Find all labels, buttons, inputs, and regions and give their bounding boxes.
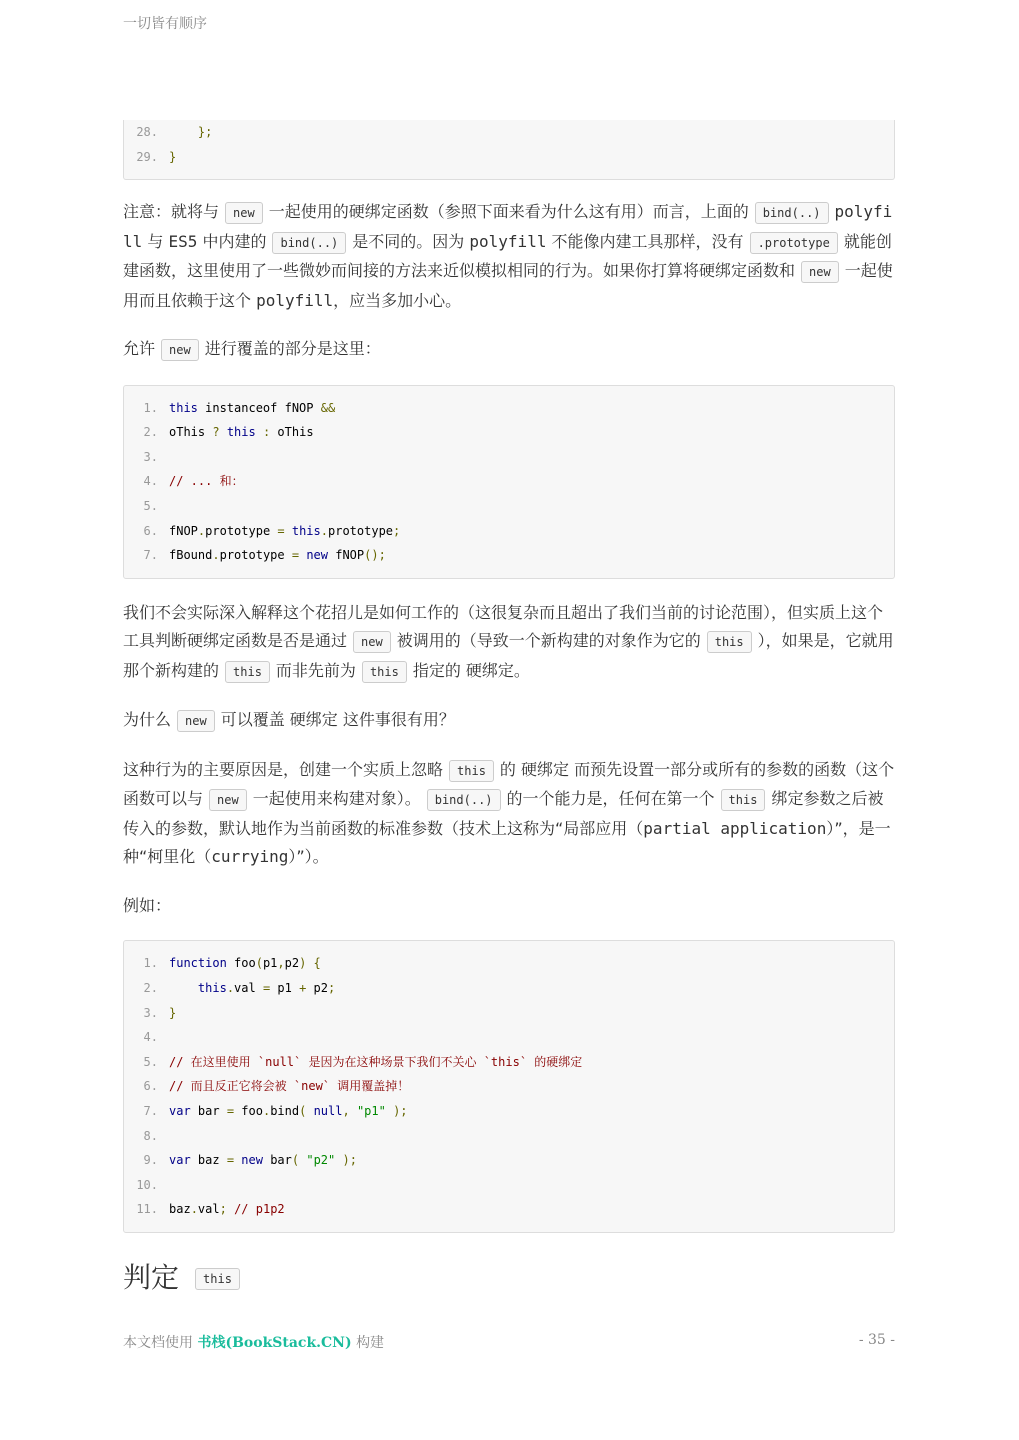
text: 被调用的（导致一个新构建的对象作为它的 bbox=[396, 631, 701, 651]
code-line bbox=[124, 120, 882, 145]
text: 而非先前为 bbox=[275, 660, 356, 680]
line-number: 29. bbox=[136, 149, 158, 164]
line-number: 6. bbox=[143, 523, 158, 538]
text: 的一个能力是，任何在第一个 bbox=[506, 789, 715, 809]
code-token: : bbox=[262, 425, 271, 440]
code-token: }; bbox=[197, 125, 213, 139]
inline-code: this bbox=[362, 661, 407, 683]
text: 为什么 bbox=[123, 710, 172, 730]
line-number: 10. bbox=[136, 1177, 158, 1192]
code-token: "p1" bbox=[356, 1103, 386, 1118]
code-token: // ... 和： bbox=[169, 474, 244, 489]
inline-code: bind(..) bbox=[427, 789, 501, 811]
code-token: . bbox=[197, 523, 206, 538]
code-token: = bbox=[277, 523, 285, 538]
code-token: instanceof fNOP bbox=[197, 400, 321, 415]
code-token: p2 bbox=[284, 956, 300, 971]
code-token: . bbox=[212, 548, 220, 563]
line-number: 11. bbox=[136, 1202, 158, 1217]
inline-code: new bbox=[209, 789, 247, 811]
code-token: bar bbox=[262, 1153, 292, 1168]
code-token bbox=[220, 425, 227, 439]
code-text bbox=[169, 145, 176, 170]
text: polyfill bbox=[123, 202, 893, 251]
code-token: = bbox=[226, 1153, 235, 1168]
code-token: val bbox=[234, 980, 263, 995]
code-token: function bbox=[169, 956, 227, 971]
line-number: 2. bbox=[143, 980, 158, 995]
paragraph-note bbox=[123, 198, 895, 315]
inline-code: new bbox=[801, 261, 839, 283]
line-number: 4. bbox=[143, 1030, 158, 1045]
code-token: this bbox=[197, 980, 227, 995]
code-token: prototype bbox=[205, 523, 278, 538]
code-token: foo bbox=[226, 956, 256, 971]
text: 一起使用的硬绑定函数（参照下面来看为什么这有用）而言，上面的 bbox=[268, 202, 749, 222]
code-block bbox=[123, 940, 895, 1233]
code-token: ; bbox=[219, 1202, 227, 1217]
code-text bbox=[169, 469, 244, 494]
code-text bbox=[169, 1148, 357, 1173]
code-token: . bbox=[262, 1103, 271, 1118]
text: 这种行为的主要原因是，创建一个实质上忽略 bbox=[123, 759, 444, 779]
code-token: } bbox=[169, 1005, 177, 1020]
inline-code: this bbox=[449, 760, 494, 782]
text: 一起使用来构建对象）。 bbox=[252, 789, 421, 809]
code-text bbox=[169, 519, 400, 544]
code-token: "p2" bbox=[306, 1153, 336, 1168]
code-text bbox=[169, 120, 212, 145]
code-text bbox=[169, 1099, 408, 1124]
text: partial application bbox=[643, 818, 827, 838]
paragraph-explain bbox=[123, 599, 895, 687]
code-token: // 在这里使用 `null` 是因为在这种场景下我们不关心 `this` 的硬绑定 bbox=[169, 1054, 583, 1069]
line-number: 5. bbox=[143, 1054, 158, 1069]
paragraph-reason bbox=[123, 756, 895, 872]
code-token: baz bbox=[169, 1202, 191, 1217]
running-header: 一切皆有顺序 bbox=[123, 16, 207, 32]
code-token: ? bbox=[212, 425, 220, 440]
code-line bbox=[124, 494, 882, 519]
footer-credit bbox=[123, 1332, 384, 1352]
section-heading-text: 判定 bbox=[123, 1260, 180, 1294]
text: ES5 bbox=[168, 231, 198, 251]
code-line bbox=[124, 1197, 882, 1222]
text: 绑定参数之后被传入的参数，默认地作为当前函数的标准参数（技术上这称为“局部应用（ bbox=[123, 789, 884, 838]
line-number: 7. bbox=[143, 548, 158, 563]
code-line bbox=[124, 420, 882, 445]
text: ）”，是一种“柯里化（ bbox=[123, 818, 891, 867]
code-token: = bbox=[262, 980, 271, 995]
text: 的 硬绑定 而预先设置一部分或所有的参数的函数（这个函数可以与 bbox=[123, 759, 895, 809]
inline-code: bind(..) bbox=[755, 202, 829, 224]
code-token: this bbox=[169, 400, 198, 415]
text: 指定的 硬绑定。 bbox=[412, 660, 530, 680]
code-token: { bbox=[313, 956, 321, 971]
code-token bbox=[256, 425, 263, 439]
paragraph-example bbox=[123, 892, 895, 921]
code-token: , bbox=[342, 1103, 350, 1118]
line-number: 3. bbox=[143, 449, 158, 464]
text: 就能创建函数，这里使用了一些微妙而间接的方法来近似模拟相同的行为。如果你打算将硬绑定函数和 bbox=[123, 231, 892, 281]
code-token: = bbox=[291, 548, 300, 563]
code-line bbox=[124, 519, 882, 544]
text: 是不同的。因为 bbox=[352, 231, 465, 251]
code-token: p1 bbox=[262, 956, 278, 971]
code-line bbox=[124, 1099, 882, 1124]
code-text bbox=[169, 1074, 409, 1099]
code-token: . bbox=[190, 1202, 198, 1217]
code-line bbox=[124, 1173, 882, 1198]
line-number: 8. bbox=[143, 1128, 158, 1143]
code-token: . bbox=[226, 980, 235, 995]
code-token bbox=[350, 1104, 357, 1118]
footer-prefix: 本文档使用 bbox=[123, 1335, 193, 1351]
code-block bbox=[123, 385, 895, 579]
code-line bbox=[124, 145, 882, 170]
code-token: (); bbox=[364, 548, 386, 563]
code-token: var bbox=[169, 1103, 191, 1118]
inline-code: bind(..) bbox=[272, 232, 346, 254]
code-token bbox=[169, 981, 198, 995]
text: 一起使用而且依赖于这个 bbox=[123, 261, 893, 310]
line-number: 5. bbox=[143, 499, 158, 514]
code-token bbox=[169, 125, 198, 139]
code-token: baz bbox=[190, 1153, 227, 1168]
code-token: fBound bbox=[169, 548, 213, 563]
code-token: , bbox=[277, 956, 285, 971]
line-number: 4. bbox=[143, 474, 158, 489]
text: 与 bbox=[147, 231, 164, 251]
text: currying bbox=[211, 847, 289, 867]
inline-code: new bbox=[177, 710, 215, 732]
code-token: = bbox=[226, 1103, 235, 1118]
code-token: new bbox=[306, 548, 328, 563]
line-number: 9. bbox=[143, 1153, 158, 1168]
code-token: // 而且反正它将会被 `new` 调用覆盖掉！ bbox=[169, 1079, 410, 1094]
text: 中内建的 bbox=[202, 231, 267, 251]
line-number: 2. bbox=[143, 425, 158, 440]
text: polyfill bbox=[256, 290, 334, 310]
line-number: 1. bbox=[143, 400, 158, 415]
inline-code: this bbox=[721, 789, 766, 811]
code-line bbox=[124, 1050, 882, 1075]
line-number: 3. bbox=[143, 1005, 158, 1020]
code-line bbox=[124, 976, 882, 1001]
code-token: ) bbox=[299, 956, 307, 971]
code-token: oThis bbox=[270, 425, 314, 440]
code-text bbox=[169, 1050, 582, 1075]
code-text bbox=[169, 420, 314, 445]
bookstack-link[interactable]: 书栈(BookStack.CN) bbox=[197, 1335, 352, 1351]
code-token: var bbox=[169, 1153, 191, 1168]
text: ），如果是，它就用那个新构建的 bbox=[123, 631, 894, 680]
code-token: p1 bbox=[270, 980, 300, 995]
code-token: foo bbox=[234, 1103, 263, 1118]
code-token: ( bbox=[255, 956, 263, 971]
text: ）”）。 bbox=[288, 847, 329, 867]
line-number: 28. bbox=[136, 125, 158, 139]
inline-code: .prototype bbox=[750, 232, 838, 254]
code-line bbox=[124, 1148, 882, 1173]
code-token: p2 bbox=[306, 980, 329, 995]
page-content bbox=[123, 120, 895, 1296]
footer-suffix: 构建 bbox=[356, 1335, 385, 1351]
code-token: ); bbox=[342, 1153, 357, 1168]
code-token: bar bbox=[190, 1103, 227, 1118]
code-text bbox=[169, 1197, 285, 1222]
code-token: val bbox=[197, 1202, 220, 1217]
code-token: oThis bbox=[169, 425, 213, 440]
code-text bbox=[169, 1001, 176, 1026]
inline-code: new bbox=[161, 339, 199, 361]
code-block bbox=[123, 120, 895, 180]
code-token: this bbox=[291, 523, 321, 538]
code-token: null bbox=[313, 1103, 343, 1118]
code-line bbox=[124, 951, 882, 976]
code-token: prototype bbox=[328, 523, 394, 538]
code-line bbox=[124, 543, 882, 568]
code-line bbox=[124, 396, 882, 421]
text: 我们不会实际深入解释这个花招儿是如何工作的（这很复杂而且超出了我们当前的讨论范围），但实质上这个工具判断硬绑定函数是否是通过 bbox=[123, 602, 884, 651]
line-number: 7. bbox=[143, 1103, 158, 1118]
code-text bbox=[169, 543, 386, 568]
code-token: ( bbox=[291, 1153, 300, 1168]
text: 可以覆盖 硬绑定 这件事很有用？ bbox=[220, 710, 455, 730]
code-line bbox=[124, 1124, 882, 1149]
code-text bbox=[169, 976, 335, 1001]
text: 注意：就将与 bbox=[123, 202, 220, 222]
inline-code: this bbox=[225, 661, 270, 683]
code-token: + bbox=[299, 980, 307, 995]
code-token: fNOP bbox=[328, 548, 365, 563]
code-token: prototype bbox=[219, 548, 292, 563]
code-token: ( bbox=[299, 1103, 307, 1118]
text: 进行覆盖的部分是这里： bbox=[204, 339, 381, 359]
code-token: . bbox=[320, 523, 328, 538]
code-token bbox=[285, 524, 292, 538]
code-token: && bbox=[320, 400, 336, 415]
code-token bbox=[227, 1202, 234, 1216]
code-token: ; bbox=[328, 980, 336, 995]
code-line bbox=[124, 1074, 882, 1099]
code-text bbox=[169, 951, 321, 976]
code-line bbox=[124, 1025, 882, 1050]
line-number: 6. bbox=[143, 1079, 158, 1094]
text: polyfill bbox=[469, 231, 547, 251]
inline-code: new bbox=[225, 202, 263, 224]
section-heading bbox=[123, 1261, 895, 1296]
code-token: this bbox=[226, 425, 256, 440]
code-token: } bbox=[169, 149, 177, 164]
text: 不能像内建工具那样，没有 bbox=[551, 231, 744, 251]
text: 允许 bbox=[123, 339, 156, 359]
code-token: new bbox=[241, 1153, 263, 1168]
text: 例如： bbox=[123, 895, 172, 915]
inline-code: this bbox=[707, 631, 752, 653]
code-token bbox=[306, 1104, 313, 1118]
page-number: - 35 - bbox=[858, 1332, 895, 1348]
code-token bbox=[306, 956, 313, 970]
paragraph-allow bbox=[123, 335, 895, 365]
code-token: fNOP bbox=[169, 523, 198, 538]
inline-code: new bbox=[353, 631, 391, 653]
code-line bbox=[124, 1001, 882, 1026]
code-token: ; bbox=[393, 523, 401, 538]
code-token: ); bbox=[393, 1103, 408, 1118]
code-token: bind bbox=[270, 1103, 300, 1118]
code-text bbox=[169, 396, 335, 421]
code-line bbox=[124, 469, 882, 494]
paragraph-question bbox=[123, 706, 895, 736]
code-token bbox=[386, 1104, 393, 1118]
inline-code: this bbox=[195, 1268, 240, 1290]
line-number: 1. bbox=[143, 956, 158, 971]
text: ，应当多加小心。 bbox=[333, 290, 462, 310]
code-line bbox=[124, 445, 882, 470]
code-token: // p1p2 bbox=[234, 1202, 285, 1217]
